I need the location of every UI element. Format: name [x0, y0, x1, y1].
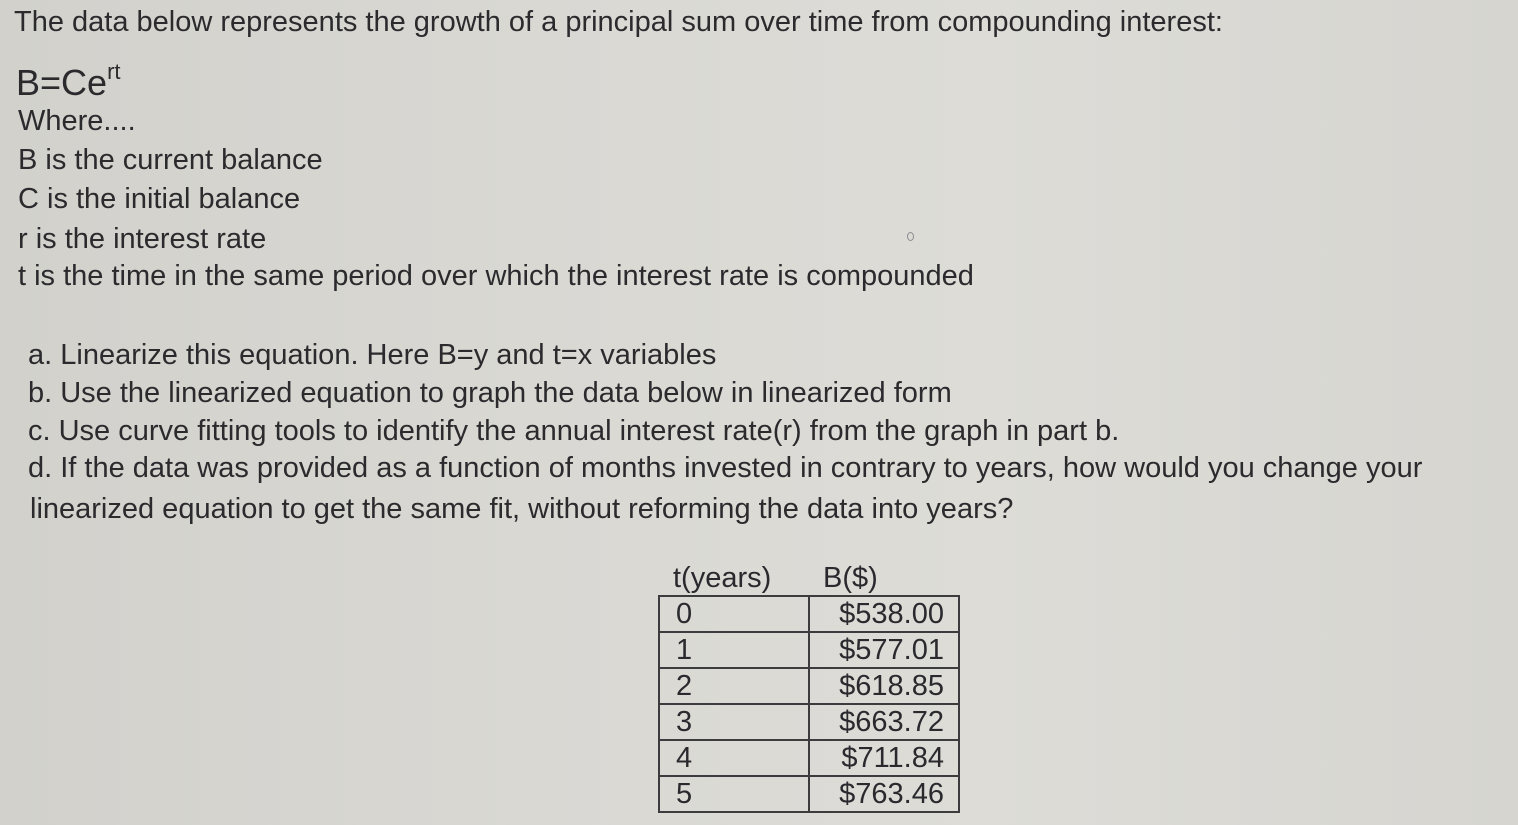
header-t-years: t(years)	[659, 561, 809, 596]
cell-t: 5	[659, 776, 809, 812]
cell-t: 3	[659, 704, 809, 740]
where-label: Where....	[18, 105, 136, 137]
definition-b: B is the current balance	[18, 144, 323, 176]
header-balance: B($)	[809, 561, 959, 596]
table-header-row	[659, 561, 959, 596]
table-row	[659, 668, 959, 704]
cell-b: $763.46	[809, 776, 959, 812]
formula	[16, 52, 121, 103]
intro-text: The data below represents the growth of a principal sum over time from compounding interest:	[14, 6, 1223, 38]
cell-b: $711.84	[809, 740, 959, 776]
table-row	[659, 740, 959, 776]
cell-t: 0	[659, 596, 809, 632]
cell-t: 1	[659, 632, 809, 668]
formula-exponent: rt	[107, 59, 121, 84]
cell-b: $538.00	[809, 596, 959, 632]
formula-base: B=Ce	[16, 62, 108, 103]
table-row	[659, 776, 959, 812]
speck-mark	[907, 232, 914, 241]
cell-t: 2	[659, 668, 809, 704]
question-b: b. Use the linearized equation to graph the data below in linearized form	[28, 377, 952, 409]
cell-b: $663.72	[809, 704, 959, 740]
definition-r: r is the interest rate	[18, 223, 267, 255]
question-d: d. If the data was provided as a function of months invested in contrary to years, how would you change your	[28, 452, 1423, 484]
table-row	[659, 632, 959, 668]
table-row	[659, 704, 959, 740]
definition-c: C is the initial balance	[18, 183, 301, 215]
cell-t: 4	[659, 740, 809, 776]
table-row	[659, 596, 959, 632]
question-c: c. Use curve fitting tools to identify the annual interest rate(r) from the graph in part b.	[28, 415, 1120, 447]
data-table	[658, 561, 960, 813]
definition-t: t is the time in the same period over which the interest rate is compounded	[18, 260, 974, 292]
cell-b: $577.01	[809, 632, 959, 668]
cell-b: $618.85	[809, 668, 959, 704]
question-a: a. Linearize this equation. Here B=y and t=x variables	[28, 339, 717, 371]
question-d-continued: linearized equation to get the same fit, without reforming the data into years?	[30, 493, 1014, 525]
